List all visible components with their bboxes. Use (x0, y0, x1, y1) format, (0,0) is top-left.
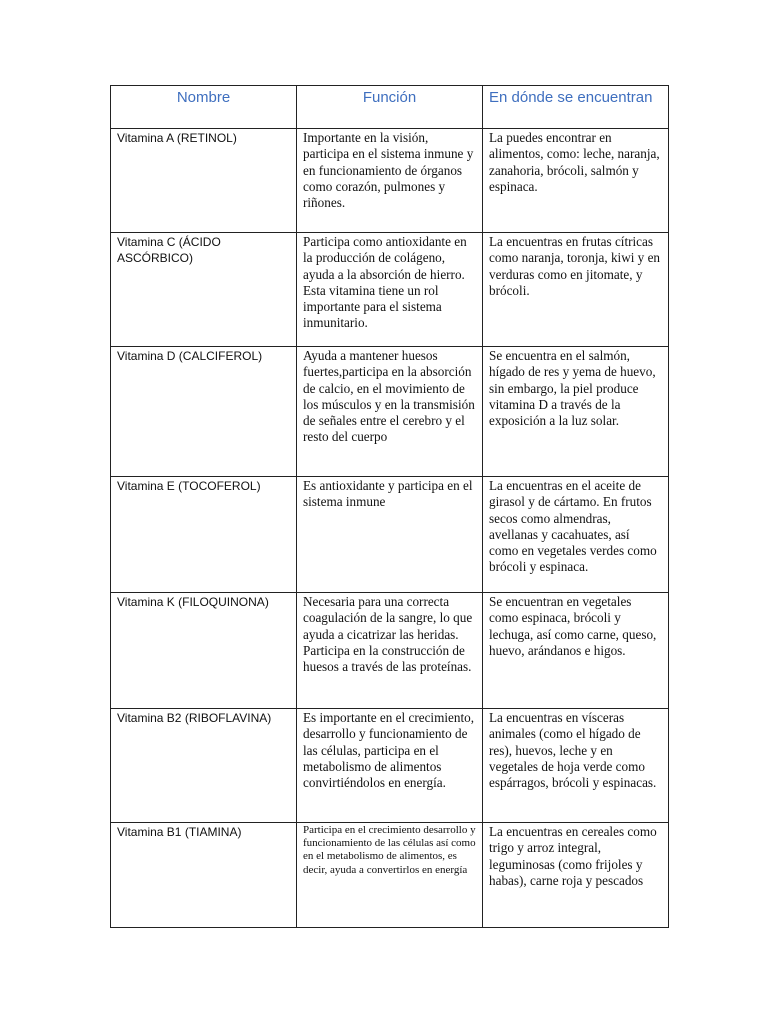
table-row (111, 347, 669, 477)
vitamin-function: Participa en el crecimiento desarrollo y funcionamiento de las células así como en el metabolismo de alimentos, es decir, ayuda a convertirlos en energía (297, 823, 483, 928)
table-row (111, 709, 669, 823)
vitamins-table (110, 85, 669, 928)
vitamin-function: Es importante en el crecimiento, desarrollo y funcionamiento de las células, participa en el metabolismo de alimentos convirtiéndolos en energía. (297, 709, 483, 823)
vitamin-sources: La encuentras en vísceras animales (como el hígado de res), huevos, leche y en vegetales de hoja verde como espárragos, brócoli y espinacas. (483, 709, 669, 823)
vitamin-sources: La puedes encontrar en alimentos, como: leche, naranja, zanahoria, brócoli, salmón y espinaca. (483, 129, 669, 233)
table-row (111, 823, 669, 928)
header-nombre: Nombre (111, 86, 297, 129)
vitamin-sources: La encuentras en cereales como trigo y arroz integral, leguminosas (como frijoles y habas), carne roja y pescados (483, 823, 669, 928)
table-row (111, 233, 669, 347)
table-row (111, 129, 669, 233)
header-funcion: Función (297, 86, 483, 129)
vitamin-name: Vitamina C (ÁCIDO ASCÓRBICO) (111, 233, 297, 347)
vitamin-function: Necesaria para una correcta coagulación de la sangre, lo que ayuda a cicatrizar las heridas. Participa en la construcción de huesos a través de las proteínas. (297, 593, 483, 709)
table-row (111, 593, 669, 709)
vitamin-name: Vitamina A (RETINOL) (111, 129, 297, 233)
vitamin-function: Participa como antioxidante en la producción de colágeno, ayuda a la absorción de hierro. Esta vitamina tiene un rol importante para el sistema inmunitario. (297, 233, 483, 347)
vitamin-function: Es antioxidante y participa en el sistema inmune (297, 477, 483, 593)
table-row (111, 477, 669, 593)
vitamin-name: Vitamina D (CALCIFEROL) (111, 347, 297, 477)
vitamin-sources: Se encuentra en el salmón, hígado de res y yema de huevo, sin embargo, la piel produce vitamina D a través de la exposición a la luz solar. (483, 347, 669, 477)
vitamin-sources: La encuentras en el aceite de girasol y de cártamo. En frutos secos como almendras, avellanas y cacahuates, así como en vegetales verdes como brócoli y espinaca. (483, 477, 669, 593)
vitamin-name: Vitamina B1 (TIAMINA) (111, 823, 297, 928)
vitamin-function: Importante en la visión, participa en el sistema inmune y en funcionamiento de órganos como corazón, pulmones y riñones. (297, 129, 483, 233)
table-header-row (111, 86, 669, 129)
vitamin-name: Vitamina B2 (RIBOFLAVINA) (111, 709, 297, 823)
vitamin-sources: La encuentras en frutas cítricas como naranja, toronja, kiwi y en verduras como en jitomate, y brócoli. (483, 233, 669, 347)
vitamin-function: Ayuda a mantener huesos fuertes,participa en la absorción de calcio, en el movimiento de los músculos y en la transmisión de señales entre el cerebro y el resto del cuerpo (297, 347, 483, 477)
header-donde: En dónde se encuentran (483, 86, 669, 129)
vitamin-name: Vitamina K (FILOQUINONA) (111, 593, 297, 709)
vitamin-sources: Se encuentran en vegetales como espinaca, brócoli y lechuga, así como carne, queso, huevo, arándanos e higos. (483, 593, 669, 709)
vitamin-name: Vitamina E (TOCOFEROL) (111, 477, 297, 593)
